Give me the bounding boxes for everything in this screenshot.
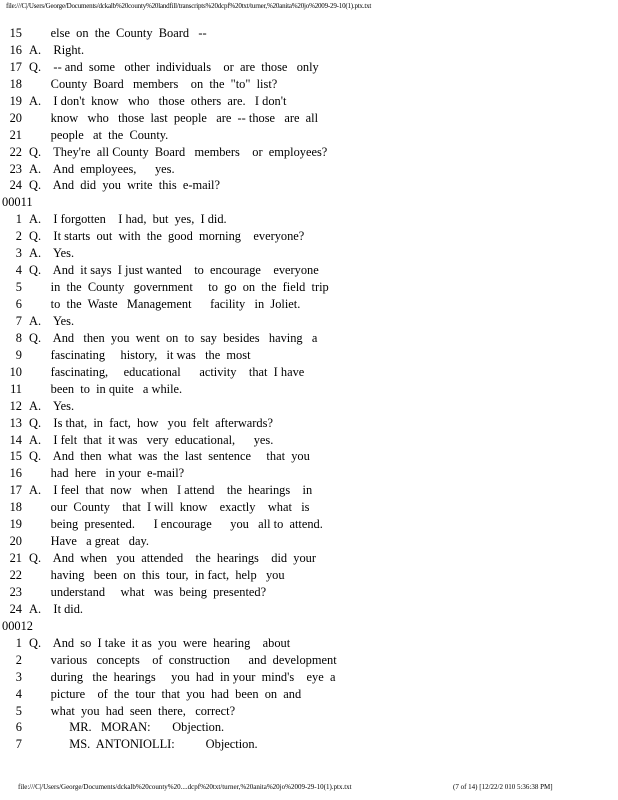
line-text: A. I felt that it was very educational, yes. xyxy=(29,432,274,447)
line-number: 18 xyxy=(9,76,22,91)
transcript-line xyxy=(0,161,618,178)
transcript-line xyxy=(0,482,618,499)
transcript-line xyxy=(0,635,618,652)
line-number: 18 xyxy=(9,500,22,515)
line-number: 24 xyxy=(9,178,22,193)
line-text: Q. And then what was the last sentence that you xyxy=(29,449,310,464)
line-text: picture of the tour that you had been on and xyxy=(29,686,302,701)
line-number: 21 xyxy=(9,551,22,566)
page-marker: 00012 xyxy=(2,618,33,633)
line-text: fascinating history, it was the most xyxy=(29,347,251,362)
line-number: 17 xyxy=(9,483,22,498)
line-text: A. Yes. xyxy=(29,398,75,413)
line-number: 22 xyxy=(9,568,22,582)
file-path-header: file:///C|/Users/George/Documents/dckalb%20county%20landfill/transcripts%20dcpf%20txt/turner,%20anita%20jo%2009-29-10(1).ptx.txt xyxy=(6,2,372,10)
transcript-line xyxy=(0,686,618,703)
transcript-line xyxy=(0,127,618,144)
transcript-body xyxy=(0,25,618,753)
line-text: County Board members on the "to" list? xyxy=(29,76,278,91)
transcript-line xyxy=(0,42,618,59)
line-text: had here in your e-mail? xyxy=(29,466,185,481)
line-number: 16 xyxy=(9,466,22,481)
line-number: 6 xyxy=(15,720,22,735)
line-text: various concepts of construction and development xyxy=(29,652,337,667)
line-number: 22 xyxy=(9,144,22,159)
line-text: during the hearings you had in your mind's eye a xyxy=(29,669,336,684)
line-number: 15 xyxy=(9,26,22,40)
line-number: 5 xyxy=(15,280,22,295)
line-text: to the Waste Management facility in Joliet. xyxy=(29,297,301,311)
transcript-line xyxy=(0,703,618,720)
transcript-line xyxy=(0,465,618,482)
line-number: 3 xyxy=(15,669,22,684)
line-number: 14 xyxy=(9,432,22,447)
line-number: 10 xyxy=(9,364,22,379)
transcript-line xyxy=(0,364,618,381)
transcript-line xyxy=(0,110,618,127)
transcript-line xyxy=(0,415,618,432)
line-number: 16 xyxy=(9,42,22,57)
line-number: 7 xyxy=(15,737,22,752)
line-number: 7 xyxy=(15,313,22,328)
transcript-line xyxy=(0,245,618,262)
transcript-line xyxy=(0,448,618,465)
transcript-line xyxy=(0,228,618,245)
line-number: 5 xyxy=(15,703,22,718)
line-text: else on the County Board -- xyxy=(29,26,207,40)
transcript-line xyxy=(0,398,618,415)
transcript-line xyxy=(0,59,618,76)
line-text: Q. Is that, in fact, how you felt afterwards? xyxy=(29,415,273,430)
transcript-line xyxy=(0,669,618,686)
line-number: 2 xyxy=(15,229,22,244)
line-text: people at the County. xyxy=(29,127,169,142)
line-text: our County that I will know exactly what is xyxy=(29,500,310,515)
line-number: 4 xyxy=(15,263,22,278)
transcript-line xyxy=(0,601,618,618)
transcript-line xyxy=(0,296,618,313)
line-number: 3 xyxy=(15,246,22,261)
line-number: 20 xyxy=(9,110,22,125)
transcript-line xyxy=(0,144,618,161)
transcript-line xyxy=(0,736,618,753)
line-number: 1 xyxy=(15,635,22,650)
line-number: 20 xyxy=(9,534,22,549)
line-text: Q. They're all County Board members or employees? xyxy=(29,144,328,159)
transcript-line xyxy=(0,719,618,736)
line-text: A. Yes. xyxy=(29,246,75,261)
line-text: A. Yes. xyxy=(29,313,75,328)
line-number: 1 xyxy=(15,212,22,227)
transcript-line xyxy=(0,330,618,347)
line-number: 17 xyxy=(9,59,22,74)
line-text: Q. -- and some other individuals or are those only xyxy=(29,59,319,74)
line-number: 19 xyxy=(9,517,22,532)
line-number: 23 xyxy=(9,584,22,599)
transcript-line xyxy=(0,262,618,279)
line-text: Q. And so I take it as you were hearing about xyxy=(29,635,291,650)
line-text: understand what was being presented? xyxy=(29,584,267,599)
footer-file-path: file:///C|/Users/George/Documents/dckalb%20county%20....dcpf%20txt/turner,%20anita%20jo%2009-29-10(1).ptx.txt xyxy=(18,783,352,791)
line-number: 8 xyxy=(15,330,22,345)
line-text: A. I forgotten I had, but yes, I did. xyxy=(29,212,227,227)
line-text: A. And employees, yes. xyxy=(29,161,175,176)
line-text: what you had seen there, correct? xyxy=(29,703,236,718)
transcript-line xyxy=(0,584,618,601)
line-text: Q. And did you write this e-mail? xyxy=(29,178,220,193)
line-text: Have a great day. xyxy=(29,534,149,549)
transcript-line xyxy=(0,177,618,194)
line-text: being presented. I encourage you all to attend. xyxy=(29,517,323,532)
line-text: Q. It starts out with the good morning everyone? xyxy=(29,229,305,244)
transcript-line xyxy=(0,516,618,533)
line-number: 19 xyxy=(9,93,22,108)
line-text: been to in quite a while. xyxy=(29,381,183,396)
line-text: A. I don't know who those others are. I don't xyxy=(29,93,287,108)
line-text: fascinating, educational activity that I have xyxy=(29,364,305,379)
line-number: 24 xyxy=(9,601,22,616)
transcript-line xyxy=(0,381,618,398)
line-text: Q. And when you attended the hearings did your xyxy=(29,551,316,566)
line-number: 2 xyxy=(15,652,22,667)
footer-page-info: (7 of 14) [12/22/2 010 5:36:38 PM] xyxy=(453,783,553,791)
transcript-line xyxy=(0,279,618,296)
transcript-line xyxy=(0,567,618,584)
transcript-line xyxy=(0,550,618,567)
transcript-line xyxy=(0,347,618,364)
line-text: A. I feel that now when I attend the hearings in xyxy=(29,483,313,498)
line-number: 23 xyxy=(9,161,22,176)
transcript-line xyxy=(0,533,618,550)
page-marker: 00011 xyxy=(2,195,33,210)
transcript-line xyxy=(0,499,618,516)
line-number: 15 xyxy=(9,449,22,464)
transcript-line xyxy=(0,25,618,42)
line-number: 13 xyxy=(9,415,22,430)
line-number: 11 xyxy=(10,381,22,396)
transcript-line xyxy=(0,432,618,449)
transcript-line xyxy=(0,652,618,669)
line-text: in the County government to go on the field trip xyxy=(29,280,329,295)
transcript-line xyxy=(0,211,618,228)
line-text: Q. And then you went on to say besides having a xyxy=(29,330,318,345)
line-number: 4 xyxy=(15,686,22,701)
transcript-line xyxy=(0,93,618,110)
line-number: 21 xyxy=(9,127,22,142)
transcript-line xyxy=(0,313,618,330)
line-number: 9 xyxy=(15,347,22,362)
line-text: MS. ANTONIOLLI: Objection. xyxy=(29,737,258,752)
line-text: A. It did. xyxy=(29,601,84,616)
line-text: Q. And it says I just wanted to encourage everyone xyxy=(29,263,319,278)
line-text: A. Right. xyxy=(29,42,85,57)
line-number: 12 xyxy=(9,398,22,413)
line-text: having been on this tour, in fact, help you xyxy=(29,568,285,582)
line-text: know who those last people are -- those are all xyxy=(29,110,319,125)
line-number: 6 xyxy=(15,297,22,311)
line-text: MR. MORAN: Objection. xyxy=(29,720,225,735)
transcript-line xyxy=(0,76,618,93)
